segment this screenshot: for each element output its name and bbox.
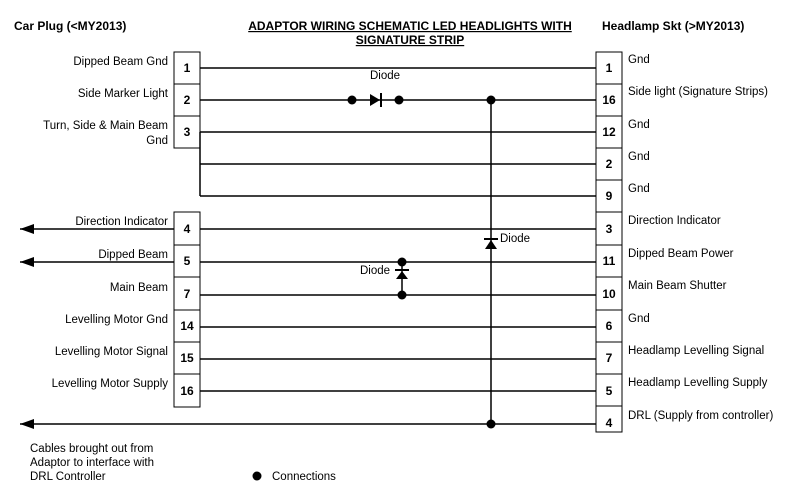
left-header: Car Plug (<MY2013) bbox=[14, 19, 127, 33]
left-pin-number: 7 bbox=[183, 287, 191, 301]
legend-label: Connections bbox=[272, 471, 336, 483]
diode-symbol bbox=[395, 270, 409, 279]
footnote-line-3: DRL Controller bbox=[30, 471, 106, 483]
right-pin-number: 3 bbox=[605, 222, 613, 236]
connection-dot bbox=[487, 420, 496, 429]
left-pin-label: Direction Indicator bbox=[75, 216, 168, 228]
diode-label-right: Diode bbox=[500, 233, 531, 245]
left-pin-label: Side Marker Light bbox=[77, 88, 168, 100]
headlamp-socket-box bbox=[596, 52, 622, 432]
right-pin-label: Headlamp Levelling Signal bbox=[628, 345, 765, 357]
title-line-2: SIGNATURE STRIP bbox=[355, 33, 465, 47]
left-pin-label: Dipped Beam Gnd bbox=[73, 56, 168, 68]
right-pin-number: 7 bbox=[605, 351, 613, 365]
left-pin-number: 16 bbox=[180, 384, 194, 398]
legend-connection-dot bbox=[253, 472, 262, 481]
footnote-line-1: Cables brought out from bbox=[30, 443, 154, 455]
right-pin-number: 16 bbox=[602, 93, 616, 107]
left-pin-label-line2: Gnd bbox=[146, 135, 168, 147]
left-pin-label: Turn, Side & Main Beam bbox=[43, 120, 168, 132]
right-pin-number: 2 bbox=[605, 157, 613, 171]
left-pin-label: Levelling Motor Gnd bbox=[65, 314, 168, 326]
connection-dot bbox=[348, 96, 357, 105]
left-pin-number: 3 bbox=[183, 125, 191, 139]
left-pin-number: 4 bbox=[183, 222, 191, 236]
right-pin-label: Gnd bbox=[628, 183, 650, 195]
left-pin-label: Levelling Motor Supply bbox=[51, 378, 168, 390]
right-pin-number: 5 bbox=[605, 384, 613, 398]
diode-label-top: Diode bbox=[370, 70, 401, 82]
connection-dot bbox=[395, 96, 404, 105]
right-pin-label: Gnd bbox=[628, 313, 650, 325]
right-pin-label: DRL (Supply from controller) bbox=[628, 410, 774, 422]
connection-dot bbox=[487, 96, 496, 105]
connection-dot bbox=[398, 291, 407, 300]
right-pin-label: Gnd bbox=[628, 151, 650, 163]
left-pin-label: Dipped Beam bbox=[98, 249, 168, 261]
right-pin-number: 12 bbox=[602, 125, 616, 139]
diode-label-mid: Diode bbox=[360, 265, 391, 277]
left-pin-number: 1 bbox=[183, 61, 191, 75]
left-pin-number: 5 bbox=[183, 254, 191, 268]
right-header: Headlamp Skt (>MY2013) bbox=[602, 19, 745, 33]
left-pin-number: 2 bbox=[183, 93, 191, 107]
right-pin-number: 11 bbox=[602, 254, 616, 268]
right-pin-label: Gnd bbox=[628, 54, 650, 66]
right-pin-label: Direction Indicator bbox=[628, 215, 721, 227]
right-pin-number: 6 bbox=[605, 319, 613, 333]
right-pin-number: 4 bbox=[605, 416, 613, 430]
right-pin-label: Dipped Beam Power bbox=[628, 248, 734, 260]
arrow-left-icon bbox=[20, 419, 34, 429]
right-pin-label: Main Beam Shutter bbox=[628, 280, 727, 292]
left-pin-label: Levelling Motor Signal bbox=[54, 346, 168, 358]
right-pin-number: 1 bbox=[605, 61, 613, 75]
right-pin-number: 10 bbox=[602, 287, 616, 301]
diode-symbol bbox=[484, 239, 498, 249]
footnote-line-2: Adaptor to interface with bbox=[30, 457, 155, 469]
left-pin-label: Main Beam bbox=[109, 282, 168, 294]
left-pin-number: 14 bbox=[180, 319, 194, 333]
left-pin-number: 15 bbox=[180, 351, 194, 365]
arrow-left-icon bbox=[20, 224, 34, 234]
connection-dot bbox=[398, 258, 407, 267]
title-line-1: ADAPTOR WIRING SCHEMATIC LED HEADLIGHTS WITH bbox=[248, 19, 572, 33]
right-pin-label: Headlamp Levelling Supply bbox=[628, 377, 768, 389]
right-pin-label: Side light (Signature Strips) bbox=[628, 86, 768, 98]
right-pin-label: Gnd bbox=[628, 119, 650, 131]
arrow-left-icon bbox=[20, 257, 34, 267]
right-pin-number: 9 bbox=[605, 189, 613, 203]
